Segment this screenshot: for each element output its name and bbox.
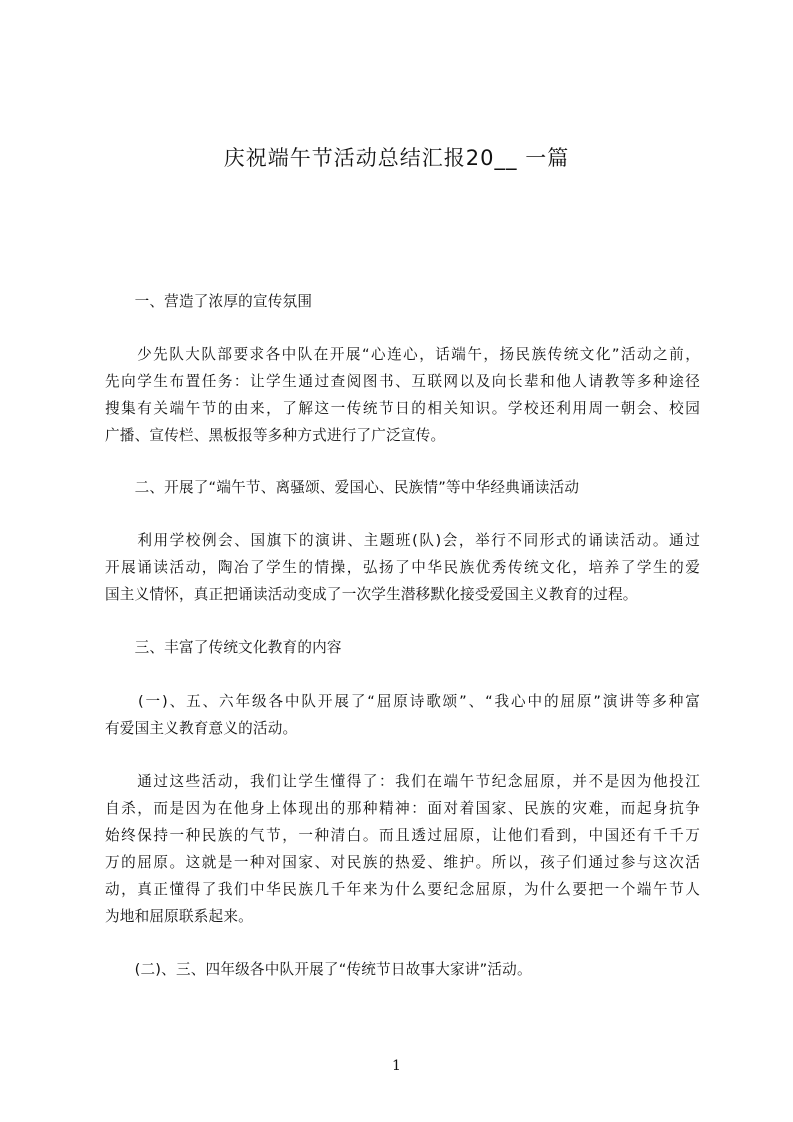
paragraph-line: 动，真正懂得了我们中华民族几千年来为什么要纪念屈原，为什么要把一个端午节人 xyxy=(105,881,700,898)
paragraph-line: (一)、五、六年级各中队开展了“屈原诗歌颂”、“我心中的屈原”演讲等多种富 xyxy=(105,693,700,710)
section-heading-1: 一、营造了浓厚的宣传氛围 xyxy=(105,293,313,310)
page-number: 1 xyxy=(392,1058,401,1074)
paragraph-line: 先向学生布置任务：让学生通过查阅图书、互联网以及向长辈和他人请教等多种途径 xyxy=(105,373,700,390)
paragraph-line: 有爱国主义教育意义的活动。 xyxy=(105,720,298,737)
paragraph-line: 广播、宣传栏、黑板报等多种方式进行了广泛宣传。 xyxy=(105,427,446,444)
paragraph-line: 通过这些活动，我们让学生懂得了：我们在端午节纪念屈原，并不是因为他投江 xyxy=(105,773,700,790)
paragraph-line: (二)、三、四年级各中队开展了“传统节日故事大家讲”活动。 xyxy=(105,961,532,978)
paragraph-line: 搜集有关端午节的由来，了解这一传统节日的相关知识。学校还利用周一朝会、校园 xyxy=(105,400,700,417)
section-heading-2: 二、开展了“端午节、离骚颂、爱国心、民族情”等中华经典诵读活动 xyxy=(105,479,580,496)
document-title: 庆祝端午节活动总结汇报20__ 一篇 xyxy=(223,146,570,170)
paragraph-line: 自杀，而是因为在他身上体现出的那种精神：面对着国家、民族的灾难，而起身抗争 xyxy=(105,800,700,817)
paragraph-line: 国主义情怀，真正把诵读活动变成了一次学生潜移默化接受爱国主义教育的过程。 xyxy=(105,586,638,603)
paragraph-line: 利用学校例会、国旗下的演讲、主题班(队)会，举行不同形式的诵读活动。通过 xyxy=(105,532,700,549)
paragraph-line: 万的屈原。这就是一种对国家、对民族的热爱、维护。所以，孩子们通过参与这次活 xyxy=(105,854,700,871)
paragraph-line: 为地和屈原联系起来。 xyxy=(105,908,253,925)
section-heading-3: 三、丰富了传统文化教育的内容 xyxy=(105,639,342,656)
paragraph-line: 开展诵读活动，陶冶了学生的情操，弘扬了中华民族优秀传统文化，培养了学生的爱 xyxy=(105,559,700,576)
paragraph-line: 始终保持一种民族的气节，一种清白。而且透过屈原，让他们看到，中国还有千千万 xyxy=(105,827,700,844)
paragraph-line: 少先队大队部要求各中队在开展“心连心，话端午，扬民族传统文化”活动之前， xyxy=(105,346,700,363)
